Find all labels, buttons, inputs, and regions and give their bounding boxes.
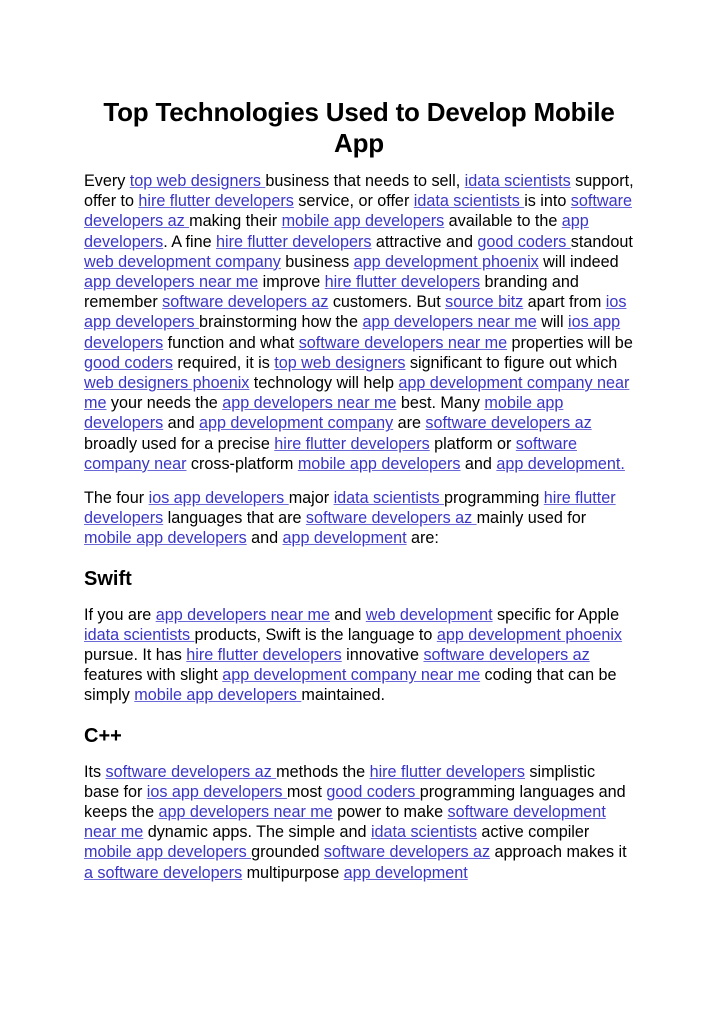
keyword-link[interactable]: idata scientists (84, 625, 195, 644)
text-run: making their (189, 212, 282, 231)
keyword-link[interactable]: app development. (496, 454, 625, 473)
text-run: maintained. (301, 686, 386, 705)
keyword-link[interactable]: idata scientists (464, 172, 571, 190)
keyword-link[interactable]: hire flutter developers (216, 232, 372, 251)
four-major-languages-paragraph (84, 488, 634, 549)
keyword-link[interactable]: app developers near me (155, 605, 330, 624)
text-run: customers. But (328, 293, 446, 312)
keyword-link[interactable]: app development company near me (222, 666, 481, 685)
text-run: grounded (251, 843, 324, 862)
keyword-link[interactable]: good coders (84, 353, 173, 372)
keyword-link[interactable]: ios app developers (84, 313, 621, 352)
text-run: standout (570, 232, 633, 251)
keyword-link[interactable]: mobile app developers (281, 212, 445, 231)
text-run: are: (406, 529, 439, 548)
keyword-link[interactable]: mobile app developers (134, 686, 302, 705)
keyword-link[interactable]: app development company (199, 414, 394, 433)
keyword-link[interactable]: web development (365, 605, 493, 624)
text-run: most (286, 782, 327, 801)
keyword-link[interactable]: software developers near me (298, 333, 508, 352)
keyword-link[interactable]: software development near me (84, 803, 606, 842)
text-run: attractive and (371, 232, 478, 251)
text-run: significant to figure out which (405, 353, 618, 372)
text-run: Every (84, 172, 130, 190)
keyword-link[interactable]: ios app developers (84, 293, 627, 332)
keyword-link[interactable]: mobile app developers (84, 843, 252, 862)
keyword-link[interactable]: app developers (84, 212, 589, 251)
text-run: apart from (523, 293, 606, 312)
text-run: and (246, 529, 283, 548)
swift-paragraph (84, 605, 634, 706)
text-run: programming languages and keeps the (84, 782, 626, 822)
keyword-link[interactable]: software developers az (423, 646, 590, 665)
text-run: power to make (332, 803, 448, 822)
keyword-link[interactable]: hire flutter developers (274, 434, 430, 453)
keyword-link[interactable]: good coders (326, 782, 420, 801)
keyword-link[interactable]: top web designers (129, 172, 266, 190)
text-run: dynamic apps. The simple and (143, 823, 371, 842)
text-run: required, it is (173, 353, 275, 372)
text-run: branding and remember (84, 273, 579, 312)
keyword-link[interactable]: a software developers (84, 863, 243, 882)
keyword-link[interactable]: idata scientists (333, 489, 445, 508)
keyword-link[interactable]: app developers near me (362, 313, 537, 332)
text-run: languages that are (163, 509, 306, 528)
intro-paragraph (84, 171, 634, 474)
keyword-link[interactable]: app developers near me (158, 803, 333, 822)
text-run: cross-platform (186, 454, 298, 473)
keyword-link[interactable]: ios app developers (146, 782, 287, 801)
text-run: features with slight (84, 666, 223, 685)
text-run: function and what (163, 333, 299, 352)
text-run: The four (84, 489, 149, 508)
text-run: properties will be (507, 333, 633, 352)
keyword-link[interactable]: software developers az (323, 843, 491, 862)
text-run: available to the (444, 212, 562, 231)
text-run: is into (524, 192, 571, 211)
text-run: products, Swift is the language to (194, 625, 437, 644)
section-heading-cpp: C++ (84, 724, 122, 747)
keyword-link[interactable]: mobile app developers (84, 529, 247, 548)
keyword-link[interactable]: software developers az (425, 414, 592, 433)
text-run: business that needs to sell, (265, 172, 465, 190)
text-run: will (536, 313, 569, 332)
keyword-link[interactable]: web development company (84, 252, 281, 271)
text-run: pursue. It has (84, 646, 187, 665)
keyword-link[interactable]: hire flutter developers (324, 273, 481, 292)
text-run: innovative (341, 646, 424, 665)
keyword-link[interactable]: web designers phoenix (84, 374, 250, 393)
text-run: and (329, 605, 366, 624)
text-run: are (393, 414, 426, 433)
text-run: simplistic base for (84, 762, 596, 801)
cpp-paragraph (84, 762, 634, 883)
keyword-link[interactable]: mobile app developers (84, 394, 564, 433)
text-run: specific for Apple (492, 605, 620, 624)
keyword-link[interactable]: app developers near me (84, 273, 259, 292)
text-run: support, offer to (84, 172, 634, 211)
page-title: Top Technologies Used to Develop Mobile App (103, 97, 615, 158)
text-run: your needs the (106, 394, 223, 413)
text-run: If you are (84, 605, 156, 624)
text-run: mainly used for (476, 509, 587, 528)
keyword-link[interactable]: app developers near me (222, 394, 397, 413)
keyword-link[interactable]: idata scientists (370, 823, 478, 842)
keyword-link[interactable]: app development (282, 529, 407, 548)
keyword-link[interactable]: ios app developers (148, 489, 289, 508)
text-run: brainstorming how the (199, 313, 363, 332)
text-run: improve (258, 273, 325, 292)
keyword-link[interactable]: software company near (84, 434, 577, 473)
text-run: will indeed (538, 252, 619, 271)
text-run: and (163, 414, 200, 433)
keyword-link[interactable]: mobile app developers (297, 454, 461, 473)
keyword-link[interactable]: top web designers (274, 353, 406, 372)
text-run: . A fine (163, 232, 217, 251)
text-run: Its (84, 762, 106, 781)
keyword-link[interactable]: hire flutter developers (138, 192, 294, 211)
text-run: multipurpose (242, 863, 344, 882)
text-run: and (460, 454, 497, 473)
text-run: business (280, 252, 354, 271)
keyword-link[interactable]: good coders (477, 232, 571, 251)
text-run: programming (444, 489, 544, 508)
keyword-link[interactable]: hire flutter developers (84, 489, 616, 528)
document-body (84, 171, 634, 883)
section-heading-swift: Swift (84, 567, 132, 590)
text-run: platform or (429, 434, 516, 453)
keyword-link[interactable]: source bitz (445, 293, 524, 312)
keyword-link[interactable]: idata scientists (413, 192, 525, 211)
keyword-link[interactable]: hire flutter developers (369, 762, 526, 781)
text-run: active compiler (477, 823, 590, 842)
text-run: best. Many (396, 394, 485, 413)
keyword-link[interactable]: app development phoenix (436, 625, 623, 644)
text-run: major (288, 489, 334, 508)
keyword-link[interactable]: app development phoenix (353, 252, 539, 271)
keyword-link[interactable]: software developers az (105, 762, 277, 781)
keyword-link[interactable]: app development company near me (84, 374, 630, 413)
keyword-link[interactable]: hire flutter developers (186, 646, 342, 665)
text-run: coding that can be simply (84, 666, 617, 705)
keyword-link[interactable]: software developers az (162, 293, 329, 312)
document-content (84, 97, 634, 897)
text-run: broadly used for a precise (84, 434, 275, 453)
text-run: methods the (276, 762, 370, 781)
keyword-link[interactable]: app development (343, 863, 468, 882)
text-run: approach makes it (490, 843, 627, 862)
keyword-link[interactable]: software developers az (305, 509, 477, 528)
text-run: technology will help (249, 374, 399, 393)
keyword-link[interactable]: software developers az (84, 192, 632, 231)
text-run: service, or offer (293, 192, 414, 211)
